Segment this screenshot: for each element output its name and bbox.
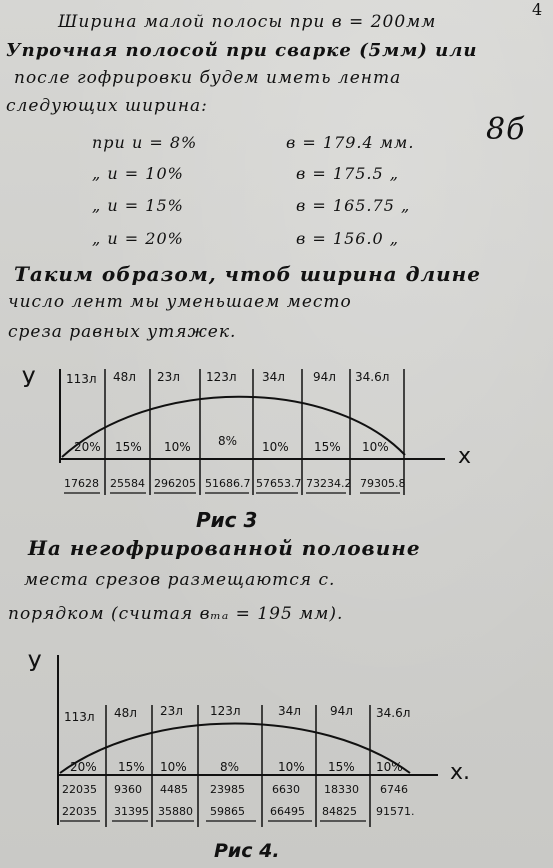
fig3-top-label: 48л [113, 370, 136, 384]
fig3-percent: 15% [314, 440, 341, 454]
fig4-value-row1: 18330 [324, 783, 359, 796]
fig3-value: 17628 [64, 477, 99, 490]
fig3-value: 73234.2 [306, 477, 352, 490]
fig4-top-label: 23л [160, 704, 183, 718]
margin-mark: 8б [486, 112, 526, 147]
fig3-top-label: 113л [66, 372, 97, 386]
fig4-x-axis-label: х. [450, 760, 471, 785]
eq3-result: в = 165.75 „ [296, 196, 411, 215]
fig4-value-row2: 31395 [114, 805, 149, 818]
fig4-top-label: 34.6л [376, 706, 411, 720]
fig4-top-label: 94л [330, 704, 353, 718]
fig4-value-row1: 9360 [114, 783, 142, 796]
fig4-percent: 10% [376, 760, 403, 774]
fig4-percent: 10% [160, 760, 187, 774]
para2-line1: Таким образом, чтоб ширина длине [14, 262, 481, 286]
fig3-percent: 10% [164, 440, 191, 454]
eq1-condition: при u = 8% [92, 133, 198, 152]
fig3-value: 51686.7 [205, 477, 251, 490]
para2-line3: среза равных утяжек. [8, 322, 237, 342]
para2-line2: число лент мы уменьшаем место [8, 292, 352, 312]
fig4-value-row2: 84825 [322, 805, 357, 818]
fig3-value: 57653.7 [256, 477, 302, 490]
fig4-top-label: 34л [278, 704, 301, 718]
eq4-condition: „ u = 20% [92, 229, 184, 248]
para1-line2: Упрочная полосой при сварке (5мм) или [6, 40, 478, 61]
fig3-top-label: 34л [262, 370, 285, 384]
eq2-condition: „ u = 10% [92, 164, 184, 183]
fig4-value-row1: 4485 [160, 783, 188, 796]
fig4-top-label: 48л [114, 706, 137, 720]
page-number: 4 [532, 0, 544, 19]
eq1-result: в = 179.4 мм. [286, 133, 415, 152]
fig3-top-label: 94л [313, 370, 336, 384]
fig4-value-row1: 6746 [380, 783, 408, 796]
figure-4-diagram [0, 645, 553, 868]
figure-3-diagram [0, 355, 553, 535]
para3-line3: порядком (считая вₘₐ = 195 мм). [8, 604, 344, 624]
fig4-value-row2: 35880 [158, 805, 193, 818]
fig4-value-row1: 22035 [62, 783, 97, 796]
fig4-value-row2: 91571. [376, 805, 415, 818]
fig3-percent: 10% [362, 440, 389, 454]
fig4-percent: 15% [328, 760, 355, 774]
para1-line1: Ширина малой полосы при в = 200мм [58, 12, 437, 32]
fig4-value-row1: 23985 [210, 783, 245, 796]
para1-line3: после гофрировки будем иметь лента [14, 68, 402, 88]
fig3-y-axis-label: У [22, 368, 36, 393]
para3-line1: На негофрированной половине [28, 536, 421, 560]
eq4-result: в = 156.0 „ [296, 229, 400, 248]
fig3-top-label: 23л [157, 370, 180, 384]
fig3-top-label: 34.6л [355, 370, 390, 384]
fig3-top-label: 123л [206, 370, 237, 384]
fig4-y-axis-label: У [28, 652, 42, 677]
fig3-value: 79305.8 [360, 477, 406, 490]
fig4-top-label: 123л [210, 704, 241, 718]
fig4-caption: Рис 4. [214, 840, 280, 862]
fig4-value-row1: 6630 [272, 783, 300, 796]
fig3-value: 25584 [110, 477, 145, 490]
fig3-value: 296205 [154, 477, 196, 490]
para3-line2: места срезов размещаются с. [24, 570, 336, 590]
fig4-top-label: 113л [64, 710, 95, 724]
fig4-percent: 15% [118, 760, 145, 774]
fig3-percent: 20% [74, 440, 101, 454]
fig3-percent: 8% [218, 434, 238, 448]
fig3-percent: 15% [115, 440, 142, 454]
fig4-value-row2: 66495 [270, 805, 305, 818]
eq3-condition: „ u = 15% [92, 196, 184, 215]
fig3-x-axis-label: х [458, 444, 472, 469]
fig4-percent: 8% [220, 760, 240, 774]
fig3-percent: 10% [262, 440, 289, 454]
eq2-result: в = 175.5 „ [296, 164, 400, 183]
fig3-caption: Рис 3 [196, 508, 258, 532]
fig4-value-row2: 22035 [62, 805, 97, 818]
fig4-percent: 20% [70, 760, 97, 774]
fig4-value-row2: 59865 [210, 805, 245, 818]
para1-line4: следующих ширина: [6, 96, 208, 116]
fig4-percent: 10% [278, 760, 305, 774]
